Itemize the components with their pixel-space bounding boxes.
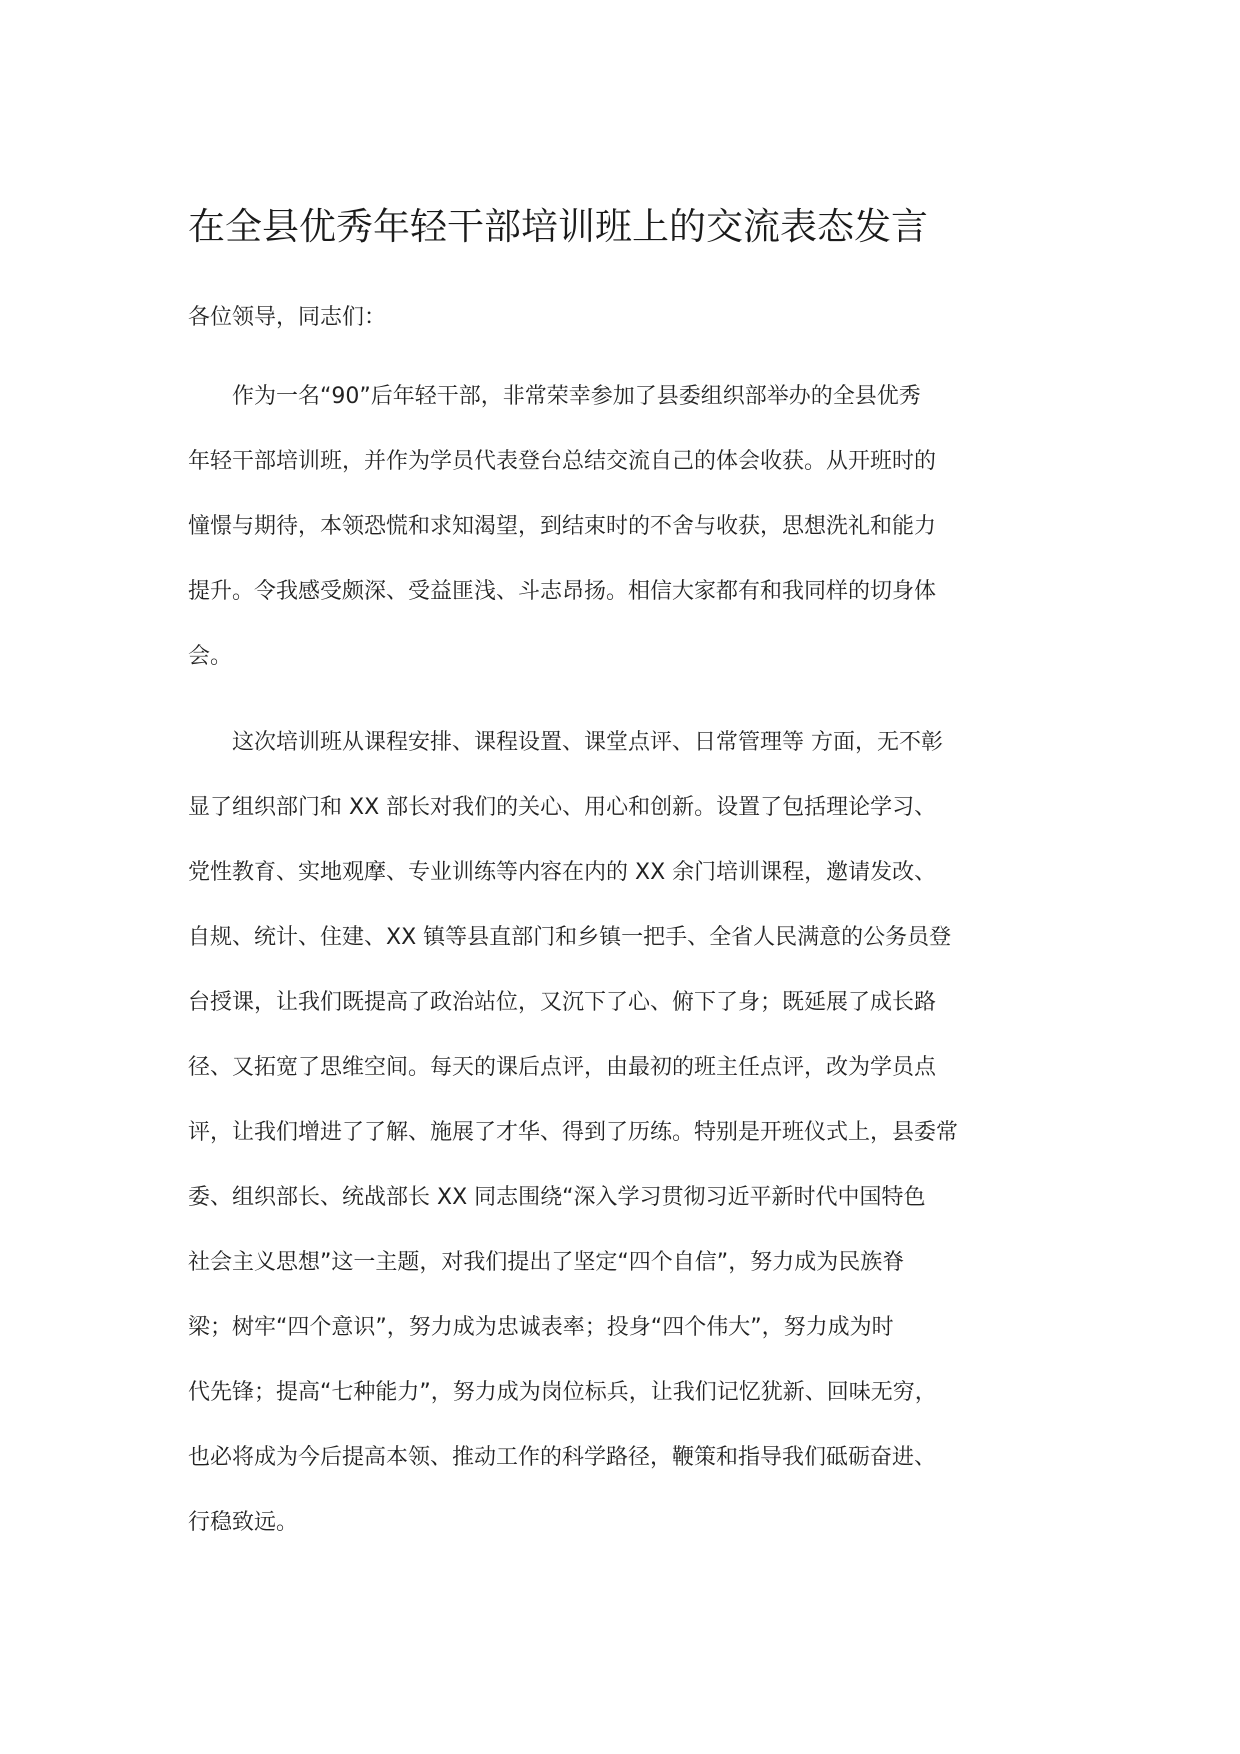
text-line: 显了组织部门和 XX 部长对我们的关心、用心和创新。设置了包括理论学习、 [188,795,937,820]
text-line: 提升。令我感受颇深、受益匪浅、斗志昂扬。相信大家都有和我同样的切身体 [188,579,937,604]
text-line: 憧憬与期待，本领恐慌和求知渴望，到结束时的不舍与收获，思想洗礼和能力 [188,514,937,539]
text-line: 社会主义思想”这一主题，对我们提出了坚定“四个自信”，努力成为民族脊 [188,1250,905,1275]
text-line: 作为一名“90”后年轻干部，非常荣幸参加了县委组织部举办的全县优秀 [188,384,921,409]
paragraph [188,364,1063,689]
text-line: 评，让我们增进了了解、施展了才华、得到了历练。特别是开班仪式上，县委常 [188,1120,959,1145]
text-line: 台授课，让我们既提高了政治站位，又沉下了心、俯下了身；既延展了成长路 [188,990,937,1015]
text-line: 代先锋；提高“七种能力”，努力成为岗位标兵，让我们记忆犹新、回味无穷， [188,1380,937,1405]
paragraph [188,710,1063,1555]
text-line: 委、组织部长、统战部长 XX 同志围绕“深入学习贯彻习近平新时代中国特色 [188,1185,926,1210]
text-line: 径、又拓宽了思维空间。每天的课后点评，由最初的班主任点评，改为学员点 [188,1055,937,1080]
text-line: 会。 [188,644,233,669]
text-line: 党性教育、实地观摩、专业训练等内容在内的 XX 余门培训课程，邀请发改、 [188,860,937,885]
text-line: 自规、统计、住建、XX 镇等县直部门和乡镇一把手、全省人民满意的公务员登 [188,925,952,950]
text-line: 年轻干部培训班，并作为学员代表登台总结交流自己的体会收获。从开班时的 [188,449,937,474]
text-line: 也必将成为今后提高本领、推动工作的科学路径，鞭策和指导我们砥砺奋进、 [188,1445,937,1470]
document-title: 在全县优秀年轻干部培训班上的交流表态发言 [188,205,928,248]
text-line: 梁；树牢“四个意识”，努力成为忠诚表率；投身“四个伟大”，努力成为时 [188,1315,894,1340]
text-line: 行稳致远。 [188,1510,299,1535]
salutation: 各位领导，同志们： [188,305,387,330]
text-line: 这次培训班从课程安排、课程设置、课堂点评、日常管理等 方面，无不彰 [188,730,943,755]
